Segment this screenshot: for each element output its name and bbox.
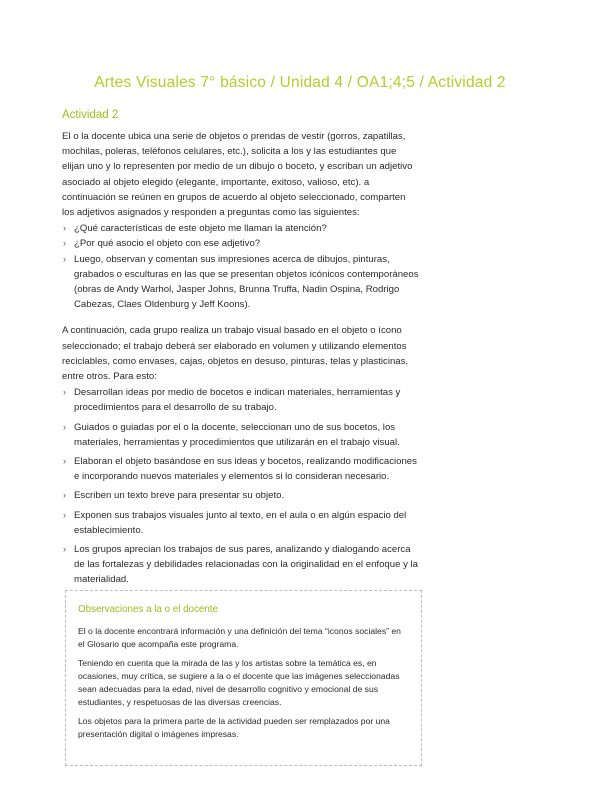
bullet-icon: › [63, 490, 66, 501]
list-item: › Los grupos aprecian los trabajos de sus pares, analizando y dialogando acerca de las fortalezas y debilidades relacionadas con la originalidad en el enfoque y la materialidad. [63, 544, 419, 586]
bullet-icon: › [63, 238, 66, 249]
list-item: › ¿Qué características de este objeto me llaman la atención? [62, 221, 420, 236]
bullet-icon: › [63, 387, 66, 398]
intro-paragraph: El o la docente ubica una serie de objetos o prendas de vestir (gorros, zapatillas, mochilas, poleras, teléfonos celulares, etc.), solicita a los y las estudiantes que elijan uno y lo representen por medio de un dibujo o boceto, y escriban un adjetivo asociado al objeto elegido (elegante, importante, exitoso, valioso, etc). a continuación se reúnen en grupos de acuerdo al objeto seleccionado, comparten los adjetivos asignados y responden a preguntas como las siguientes: [62, 131, 413, 219]
observations-title: Observaciones a la o el docente [78, 604, 218, 615]
bullet-icon: › [63, 456, 66, 467]
continuation-paragraph: A continuación, cada grupo realiza un trabajo visual basado en el objeto o ícono seleccionado; el trabajo deberá ser elaborado en volumen y utilizando elementos reciclables, como envases, cajas, objetos en desuso, pinturas, telas y plasticinas, entre otros. Para esto: [62, 325, 409, 383]
list-item: › Guiados o guiadas por el o la docente, seleccionan uno de sus bocetos, los materiales, herramientas y procedimientos que utilizarán en el trabajo visual. [63, 421, 400, 448]
activity-body [62, 129, 420, 592]
bullet-icon: › [63, 421, 66, 432]
activity-heading: Actividad 2 [62, 109, 119, 121]
bullet-icon: › [63, 509, 66, 520]
bullet-icon: › [63, 223, 66, 234]
bullet-icon: › [63, 253, 66, 264]
list-item: › Elaboran el objeto basándose en sus ideas y bocetos, realizando modificaciones e incorporando nuevos materiales y elementos si lo consideran necesario. [63, 456, 417, 483]
list-item: › ¿Por qué asocio el objeto con ese adjetivo? [62, 236, 420, 251]
bullet-icon: › [63, 544, 66, 555]
observation-paragraph: El o la docente encontrará información y una definición del tema “iconos sociales” en el Glosario que acompaña este programa. [78, 626, 401, 649]
list-item: › Luego, observan y comentan sus impresiones acerca de dibujos, pinturas, grabados o esculturas en las que se presentan objetos icónicos contemporáneos (obras de Andy Warhol, Jasper Johns, Brunna Truffa, Nadin Ospina, Rodrigo Cabezas, Claes Oldenburg y Jeff Koons). [63, 253, 419, 311]
list-item: › Escriben un texto breve para presentar su objeto. [62, 488, 420, 503]
list-item: › Exponen sus trabajos visuales junto al texto, en el aula o en algún espacio del establecimiento. [63, 509, 407, 536]
observation-paragraph: Teniendo en cuenta que la mirada de las y los artistas sobre la temática es, en ocasiones, muy crítica, se sugiere a la o el docente que las imágenes seleccionadas sean adecuadas para la edad, nivel de desarrollo cognitivo y emocional de sus estudiantes, y respetuosas de las diversas creencias. [78, 658, 400, 707]
steps-list [62, 385, 420, 587]
observation-paragraph: Los objetos para la primera parte de la actividad pueden ser remplazados por una presentación digital o imágenes impresas. [78, 716, 390, 739]
teacher-observations-box [65, 590, 422, 766]
page-title: Artes Visuales 7° básico / Unidad 4 / OA1;4;5 / Actividad 2 [94, 74, 506, 91]
questions-list [62, 221, 420, 312]
list-item: › Desarrollan ideas por medio de bocetos e indican materiales, herramientas y procedimientos para el desarrollo de su trabajo. [63, 387, 401, 414]
